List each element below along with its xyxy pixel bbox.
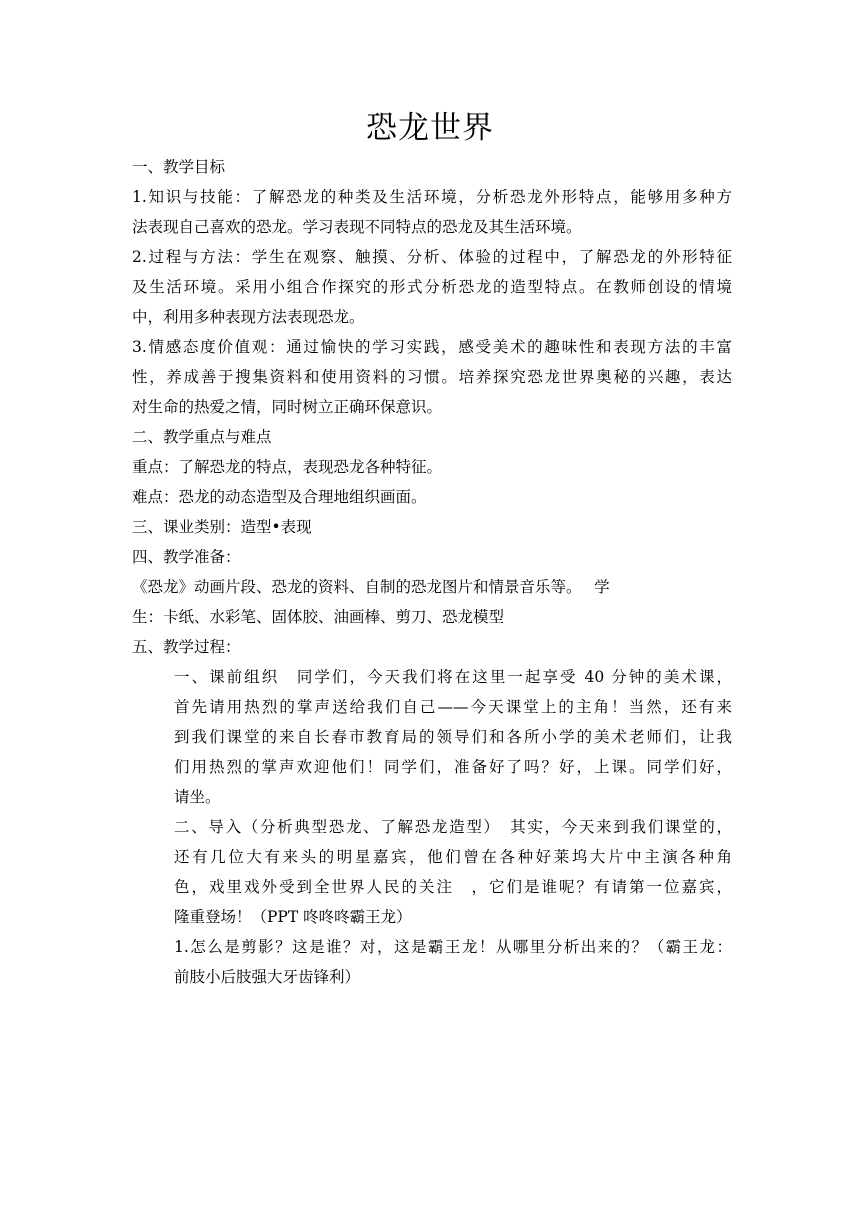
text-line: 《恐龙》动画片段、恐龙的资料、自制的恐龙图片和情景音乐等。 学 <box>132 578 610 596</box>
text-line: 到我们课堂的来自长春市教育局的领导们和各所小学的美术老师们，让我 <box>174 728 732 746</box>
text-line: 性，养成善于搜集资料和使用资料的习惯。培养探究恐龙世界奥秘的兴趣，表达 <box>132 368 732 386</box>
text-line: 难点：恐龙的动态造型及合理地组织画面。 <box>132 488 427 506</box>
text-line: 2.过程与方法：学生在观察、触摸、分析、体验的过程中，了解恐龙的外形特征 <box>132 248 732 266</box>
text-line: 五、教学过程： <box>132 638 241 656</box>
text-line: 法表现自己喜欢的恐龙。学习表现不同特点的恐龙及其生活环境。 <box>132 218 582 236</box>
text-line: 1.怎么是剪影？这是谁？对，这是霸王龙！从哪里分析出来的？（霸王龙： <box>174 938 732 956</box>
text-line: 隆重登场！（PPT 咚咚咚霸王龙） <box>174 908 412 926</box>
text-line: 3.情感态度价值观：通过愉快的学习实践，感受美术的趣味性和表现方法的丰富 <box>132 338 732 356</box>
text-line: 一、课前组织 同学们，今天我们将在这里一起享受 40 分钟的美术课， <box>174 668 732 686</box>
text-line: 1.知识与技能：了解恐龙的种类及生活环境，分析恐龙外形特点，能够用多种方 <box>132 188 732 206</box>
text-line: 首先请用热烈的掌声送给我们自己——今天课堂上的主角！当然，还有来 <box>174 698 732 716</box>
text-line: 三、课业类别：造型•表现 <box>132 518 312 536</box>
text-line: 中，利用多种表现方法表现恐龙。 <box>132 308 365 326</box>
text-line: 二、导入（分析典型恐龙、了解恐龙造型） 其实，今天来到我们课堂的， <box>174 818 732 836</box>
text-line: 前肢小后肢强大牙齿锋利） <box>174 968 361 986</box>
text-line: 重点：了解恐龙的特点，表现恐龙各种特征。 <box>132 458 443 476</box>
text-line: 色，戏里戏外受到全世界人民的关注 ，它们是谁呢？有请第一位嘉宾， <box>174 878 732 896</box>
text-line: 一、教学目标 <box>132 158 226 176</box>
page-title: 恐龙世界 <box>366 110 494 146</box>
document-body <box>132 152 732 992</box>
text-line: 对生命的热爱之情，同时树立正确环保意识。 <box>132 398 443 416</box>
text-line: 及生活环境。采用小组合作探究的形式分析恐龙的造型特点。在教师创设的情境 <box>132 278 732 296</box>
text-line: 请坐。 <box>174 788 221 806</box>
text-line: 二、教学重点与难点 <box>132 428 272 446</box>
text-line: 还有几位大有来头的明星嘉宾，他们曾在各种好莱坞大片中主演各种角 <box>174 848 732 866</box>
text-line: 生：卡纸、水彩笔、固体胶、油画棒、剪刀、恐龙模型 <box>132 608 505 626</box>
text-line: 们用热烈的掌声欢迎他们！同学们，准备好了吗？好，上课。同学们好， <box>174 758 732 776</box>
text-line: 四、教学准备： <box>132 548 241 566</box>
